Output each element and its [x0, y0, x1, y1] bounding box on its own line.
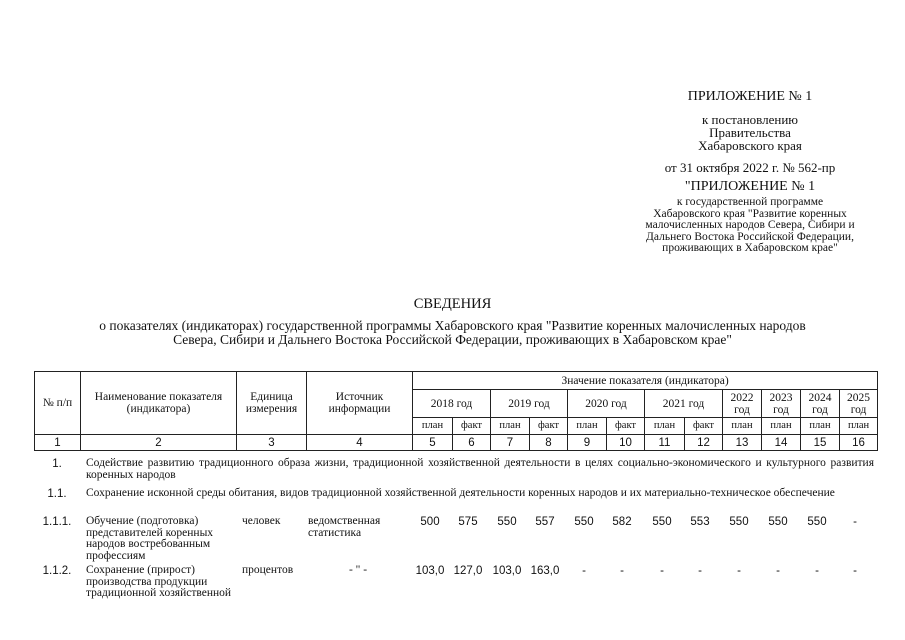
appendix-header — [600, 90, 900, 255]
header-year: 2019 год — [491, 390, 568, 418]
row-value: 500 — [420, 516, 440, 528]
header-plan: план — [413, 418, 453, 435]
row-indicator-name: Сохранение (прирост) производства продукции традиционной хозяйственной — [86, 564, 232, 599]
column-number: 8 — [530, 435, 568, 451]
column-number: 5 — [413, 435, 453, 451]
header-plan: план — [762, 418, 801, 435]
header-year: 2024 год — [801, 390, 840, 418]
row-source: ведомственная статистика — [308, 515, 381, 539]
header-year: 2021 год — [645, 390, 723, 418]
header-plan: план — [840, 418, 878, 435]
appendix-sub: малочисленных народов Севера, Сибири и — [645, 219, 855, 231]
row-unit: человек — [242, 515, 281, 527]
header-year: 2020 год — [568, 390, 645, 418]
row-value: - — [620, 565, 624, 577]
row-value: 550 — [768, 516, 788, 528]
row-value: 127,0 — [453, 565, 483, 577]
row-section-text: Содействие развитию традиционного образа жизни, традиционной хозяйственной деятельности в целях социально-экономического и культурного развития коренных народов — [86, 457, 874, 481]
header-source: Источник информации — [307, 372, 413, 435]
header-plan: план — [801, 418, 840, 435]
page-subtitle: Севера, Сибири и Дальнего Востока Российской Федерации, проживающих в Хабаровском крае" — [173, 332, 732, 347]
appendix-sub: проживающих в Хабаровском крае" — [662, 242, 838, 254]
row-number: 1.1.2. — [42, 565, 72, 577]
appendix-sub: Хабаровского края "Развитие коренных — [653, 207, 847, 220]
row-value: - — [737, 565, 741, 577]
header-year: 2023 год — [762, 390, 801, 418]
appendix-line: Правительства — [709, 125, 791, 140]
header-year: 2025 год — [840, 390, 878, 418]
row-value: 557 — [535, 516, 555, 528]
row-value: 550 — [497, 516, 517, 528]
header-value: Значение показателя (индикатора) — [413, 372, 878, 390]
table-row — [34, 565, 876, 610]
column-number: 1 — [35, 435, 81, 451]
row-section-text: Сохранение исконной среды обитания, видов традиционной хозяйственной деятельности коренных народов и их материально-техническое обеспечение — [86, 487, 835, 499]
column-number: 11 — [645, 435, 685, 451]
header-fact: факт — [453, 418, 491, 435]
row-value: 103,0 — [415, 565, 445, 577]
column-number: 15 — [801, 435, 840, 451]
header-name: Наименование показателя (индикатора) — [81, 372, 237, 435]
row-number: 1.1. — [47, 488, 67, 500]
row-value: 550 — [652, 516, 672, 528]
header-year: 2022 год — [723, 390, 762, 418]
column-number: 3 — [237, 435, 307, 451]
row-value: 550 — [807, 516, 827, 528]
header-num: № п/п — [35, 372, 81, 435]
page-subtitle: о показателях (индикаторах) государственной программы Хабаровского края "Развитие коренных малочисленных народов — [99, 318, 806, 333]
row-indicator-name: Обучение (подготовка) представителей коренных народов востребованным профессиям — [86, 515, 214, 562]
column-number: 10 — [607, 435, 645, 451]
header-plan: план — [568, 418, 607, 435]
page-title: СВЕДЕНИЯ — [413, 296, 492, 312]
header-year: 2018 год — [413, 390, 491, 418]
appendix-sub: к государственной программе — [676, 196, 824, 208]
row-value: - — [776, 565, 780, 577]
table-row — [34, 515, 876, 562]
row-number: 1. — [52, 458, 62, 470]
appendix-date: от 31 октября 2022 г. № 562-пр — [664, 160, 836, 175]
indicators-table-header — [34, 371, 878, 451]
appendix-sub: Дальнего Востока Российской Федерации, — [646, 230, 854, 243]
column-number: 6 — [453, 435, 491, 451]
row-number: 1.1.1. — [42, 516, 72, 528]
row-value: 103,0 — [492, 565, 522, 577]
row-value: 575 — [458, 516, 478, 528]
row-value: 550 — [574, 516, 594, 528]
row-value: - — [853, 565, 857, 577]
header-plan: план — [491, 418, 530, 435]
header-fact: факт — [530, 418, 568, 435]
row-unit: процентов — [242, 564, 294, 576]
column-number: 16 — [840, 435, 878, 451]
appendix-line: к постановлению — [701, 112, 799, 127]
header-unit: Единица измерения — [237, 372, 307, 435]
header-plan: план — [723, 418, 762, 435]
header-fact: факт — [607, 418, 645, 435]
row-value: - — [660, 565, 664, 577]
row-value: 582 — [612, 516, 632, 528]
column-number: 7 — [491, 435, 530, 451]
appendix-title-2: "ПРИЛОЖЕНИЕ № 1 — [684, 179, 816, 194]
row-value: - — [582, 565, 586, 577]
document-heading — [0, 296, 905, 347]
header-plan: план — [645, 418, 685, 435]
column-number: 2 — [81, 435, 237, 451]
appendix-title: ПРИЛОЖЕНИЕ № 1 — [687, 89, 813, 104]
header-fact: факт — [685, 418, 723, 435]
row-value: - — [815, 565, 819, 577]
row-source: - " - — [348, 564, 368, 576]
row-value: 550 — [729, 516, 749, 528]
row-value: - — [698, 565, 702, 577]
column-number: 13 — [723, 435, 762, 451]
row-value: 553 — [690, 516, 710, 528]
column-number: 12 — [685, 435, 723, 451]
row-value: 163,0 — [530, 565, 560, 577]
column-number: 4 — [307, 435, 413, 451]
row-value: - — [853, 516, 857, 528]
column-number: 9 — [568, 435, 607, 451]
appendix-line: Хабаровского края — [698, 138, 802, 153]
column-number: 14 — [762, 435, 801, 451]
